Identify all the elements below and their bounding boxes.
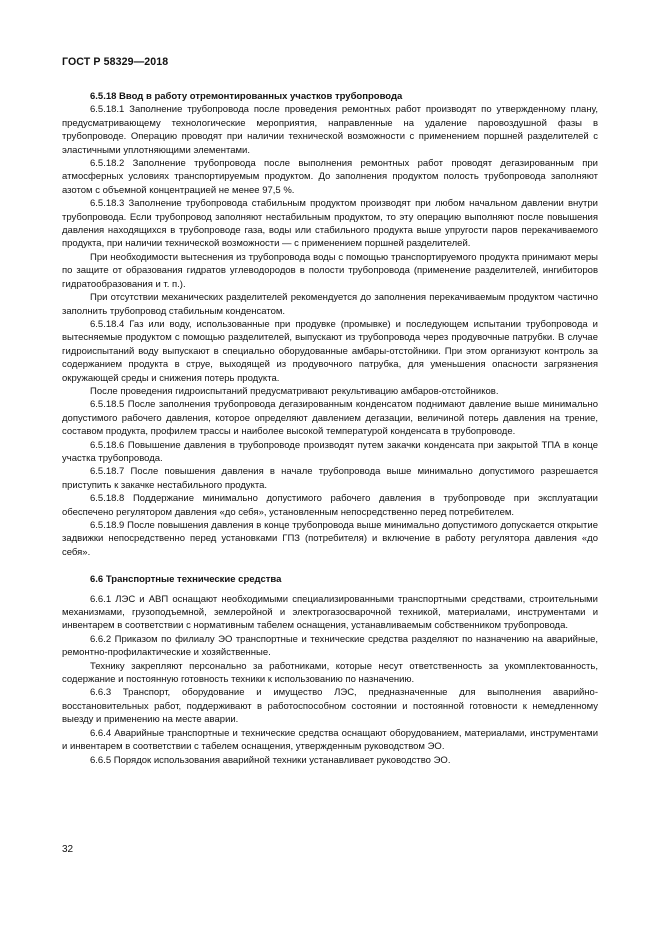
paragraph: При отсутствии механических разделителей рекомендуется до заполнения перекачиваемым продуктом частично заполнить трубопровод стабильным конденсатом. bbox=[62, 292, 598, 317]
paragraph: После проведения гидроиспытаний предусматривают рекультивацию амбаров-отстойников. bbox=[90, 385, 499, 397]
section-heading-6-6: 6.6 Транспортные технические средства bbox=[90, 574, 282, 586]
paragraph: 6.5.18.9 После повышения давления в конце трубопровода выше минимально допустимого допускается открытие задвижки непосредственно перед установками ГПЗ (потребителя) и включение в работу регулятора давления «до себя». bbox=[62, 520, 598, 558]
page-number: 32 bbox=[62, 844, 74, 855]
paragraph: 6.5.18.6 Повышение давления в трубопроводе производят путем закачки конденсата при закрытой ТПА в конце участка трубопровода. bbox=[62, 439, 598, 464]
paragraph: 6.6.4 Аварийные транспортные и технические средства оснащают оборудованием, материалами, инструментами и инвентарем в соответствии с табелем оснащения, утвержденным руководством ЭО. bbox=[62, 727, 598, 753]
paragraph: 6.5.18.5 После заполнения трубопровода дегазированным конденсатом поднимают давление выше минимально допустимого рабочего давления, которое определяют давлением дегазации, величиной потерь давления на трение, составом продукта, профилем трассы и наиболее высокой температурой конденсата в трубопроводе. bbox=[62, 399, 598, 438]
paragraph: 6.5.18.1 Заполнение трубопровода после проведения ремонтных работ производят по утвержденному плану, предусматривающему технологические мероприятия, направленные на удаление паровоздушной фазы в трубопроводе. Операцию проводят при наличии технической возможности с применением поршней разделителей с эластичными уплотняющими элементами. bbox=[62, 104, 598, 156]
document-body bbox=[62, 90, 598, 767]
section-heading-6-5-18: 6.5.18 Ввод в работу отремонтированных участков трубопровода bbox=[90, 91, 403, 102]
paragraph: 6.5.18.4 Газ или воду, использованные при продувке (промывке) и последующем испытании трубопровода и вытесняемые продуктом с помощью разделителей, выпускают из трубопровода через продувочные патрубки. В случае гидроиспытаний воду выпускают в специально оборудованные амбары-отстойники. При этом организуют контроль за содержанием продукта в струе, выходящей из продувочного патрубка, для уменьшения опасности загрязнения окружающей среды и снижения потерь продукта. bbox=[62, 318, 598, 384]
paragraph: 6.6.5 Порядок использования аварийной техники устанавливает руководство ЭО. bbox=[90, 754, 451, 766]
document-header: ГОСТ Р 58329—2018 bbox=[62, 56, 169, 68]
paragraph: 6.5.18.7 После повышения давления в начале трубопровода выше минимально допустимого разрешается приступить к закачке нестабильного продукта. bbox=[62, 466, 598, 491]
paragraph: 6.6.2 Приказом по филиалу ЭО транспортные и технические средства разделяют по назначению на аварийные, ремонтно-профилактические и хозяйственные. bbox=[62, 633, 598, 659]
paragraph: 6.5.18.3 Заполнение трубопровода стабильным продуктом производят при любом начальном давлении внутри трубопровода. Если трубопровод заполняют нестабильным продуктом, то эту операцию выполняют после повышения давления находящихся в трубопроводе газа, воды или стабильного продукта выше упругости паров перекачиваемого продукта, при наличии технической возможности — с применением поршней разделителей. bbox=[62, 198, 598, 250]
paragraph: При необходимости вытеснения из трубопровода воды с помощью транспортируемого продукта принимают меры по защите от образования гидратов углеводородов в полости трубопровода (применение разделителей, ингибиторов гидратообразования и т. п.). bbox=[62, 251, 598, 290]
paragraph: Технику закрепляют персонально за работниками, которые несут ответственность за укомплектованность, содержание и постоянную готовность техники к использованию по назначению. bbox=[62, 660, 598, 686]
section-spacer bbox=[62, 559, 598, 573]
paragraph: 6.5.18.2 Заполнение трубопровода после выполнения ремонтных работ проводят дегазированным при атмосферных условиях транспортируемым продуктом. До заполнения продуктом полость трубопровода заполняют азотом с объемной концентрацией не менее 97,5 %. bbox=[62, 158, 598, 196]
paragraph: 6.6.3 Транспорт, оборудование и имущество ЛЭС, предназначенные для выполнения аварийно-восстановительных работ, поддерживают в работоспособном состоянии и постоянной готовности к немедленному выезду и применению на месте аварии. bbox=[62, 687, 598, 726]
paragraph: 6.5.18.8 Поддержание минимально допустимого рабочего давления в трубопроводе при эксплуатации обеспечено регулятором давления «до себя», установленным непосредственно перед потребителем. bbox=[62, 493, 598, 518]
paragraph: 6.6.1 ЛЭС и АВП оснащают необходимыми специализированными транспортными средствами, строительными механизмами, грузоподъемной, землеройной и электрогазосварочной техникой, материалами, инструментами и инвентарем в соответствии с нормативным табелем оснащения, устанавливаемым собственником трубопровода. bbox=[62, 593, 598, 632]
